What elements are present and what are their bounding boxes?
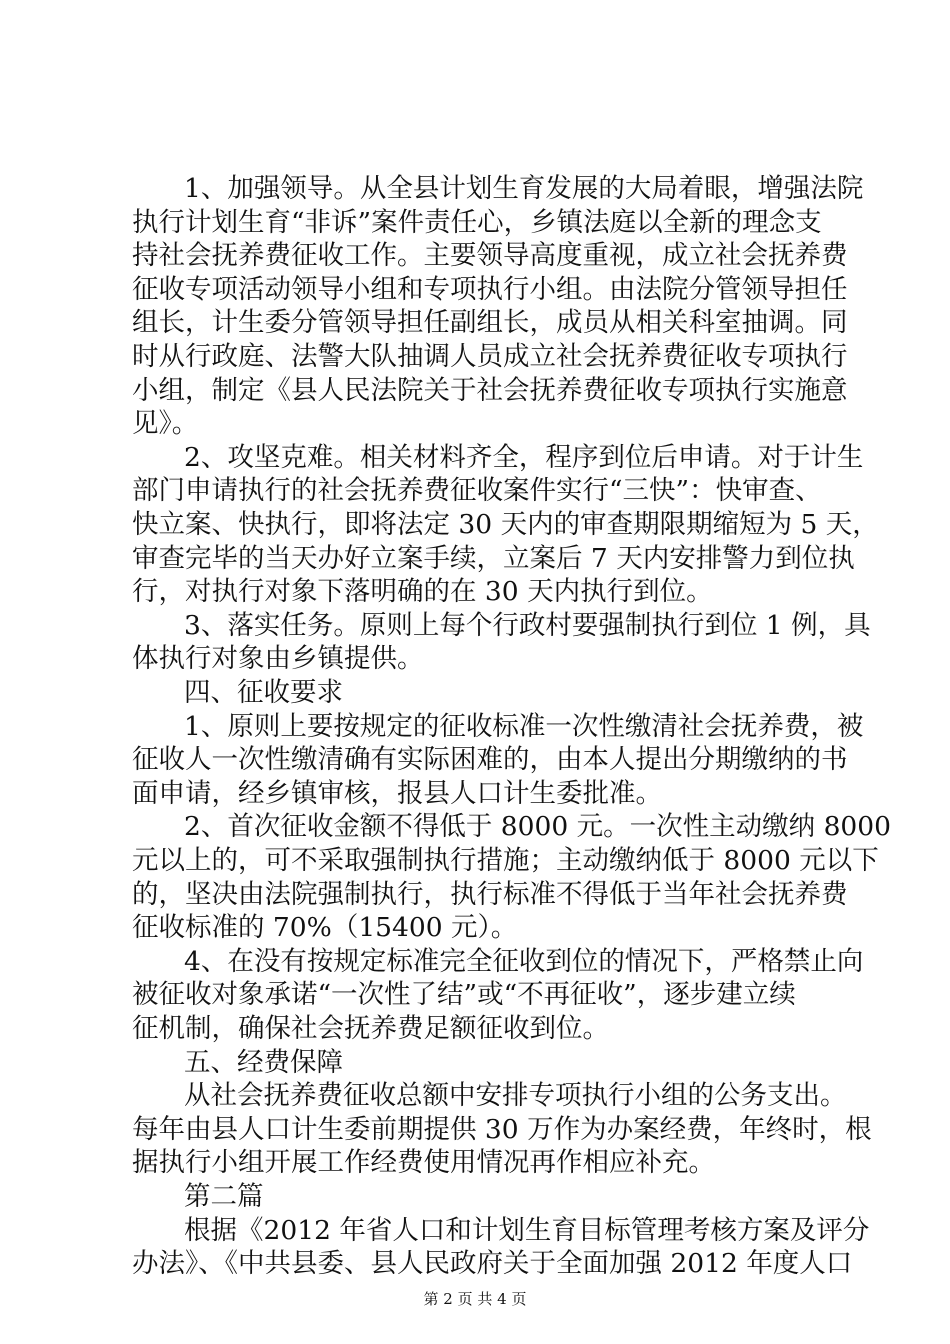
text-line: 审查完毕的当天办好立案手续，立案后 7 天内安排警力到位执 — [132, 543, 855, 574]
text-line: 小组，制定《县人民法院关于社会抚养费征收专项执行实施意 — [132, 375, 848, 406]
text-line: 见》。 — [132, 408, 199, 439]
text-line: 执行计划生育“非诉”案件责任心，乡镇法庭以全新的理念支 — [132, 207, 822, 238]
text-line: 快立案、快执行，即将法定 30 天内的审查期限期缩短为 5 天， — [132, 509, 879, 540]
text-line: 1、原则上要按规定的征收标准一次性缴清社会抚养费，被 — [184, 711, 864, 742]
text-line: 部门申请执行的社会抚养费征收案件实行“三快”：快审查、 — [132, 475, 822, 506]
text-line: 元以上的，可不采取强制执行措施；主动缴纳低于 8000 元以下 — [132, 845, 879, 876]
text-line: 的，坚决由法院强制执行，执行标准不得低于当年社会抚养费 — [132, 879, 848, 910]
text-line: 2、首次征收金额不得低于 8000 元。一次性主动缴纳 8000 — [184, 811, 892, 842]
text-line: 2、攻坚克难。相关材料齐全，程序到位后申请。对于计生 — [184, 442, 864, 473]
text-line: 办法》、《中共县委、县人民政府关于全面加强 2012 年度人口 — [132, 1248, 853, 1279]
text-line: 征收标准的 70%（15400 元）。 — [132, 912, 518, 943]
text-line: 时从行政庭、法警大队抽调人员成立社会抚养费征收专项执行 — [132, 341, 848, 372]
text-line: 4、在没有按规定标准完全征收到位的情况下，严格禁止向 — [184, 946, 864, 977]
section-heading: 第二篇 — [184, 1181, 264, 1212]
text-line: 面申请，经乡镇审核，报县人口计生委批准。 — [132, 778, 662, 809]
text-line: 3、落实任务。原则上每个行政村要强制执行到位 1 例，具 — [184, 610, 871, 641]
text-line: 体执行对象由乡镇提供。 — [132, 643, 424, 674]
text-line: 持社会抚养费征收工作。主要领导高度重视，成立社会抚养费 — [132, 240, 848, 271]
page-number-footer: 第 2 页 共 4 页 — [423, 1290, 527, 1308]
text-line: 从社会抚养费征收总额中安排专项执行小组的公务支出。 — [184, 1080, 847, 1111]
section-heading: 五、经费保障 — [184, 1047, 343, 1078]
text-line: 行，对执行对象下落明确的在 30 天内执行到位。 — [132, 576, 713, 607]
text-line: 1、加强领导。从全县计划生育发展的大局着眼，增强法院 — [184, 173, 864, 204]
text-line: 组长，计生委分管领导担任副组长，成员从相关科室抽调。同 — [132, 307, 848, 338]
text-line: 据执行小组开展工作经费使用情况再作相应补充。 — [132, 1147, 715, 1178]
text-line: 征收人一次性缴清确有实际困难的，由本人提出分期缴纳的书 — [132, 744, 848, 775]
section-heading: 四、征收要求 — [184, 677, 343, 708]
text-line: 根据《2012 年省人口和计划生育目标管理考核方案及评分 — [184, 1215, 870, 1246]
text-line: 征收专项活动领导小组和专项执行小组。由法院分管领导担任 — [132, 274, 848, 305]
text-line: 每年由县人口计生委前期提供 30 万作为办案经费，年终时，根 — [132, 1114, 872, 1145]
text-line: 被征收对象承诺“一次性了结”或“不再征收”，逐步建立续 — [132, 979, 796, 1010]
text-line: 征机制，确保社会抚养费足额征收到位。 — [132, 1013, 609, 1044]
